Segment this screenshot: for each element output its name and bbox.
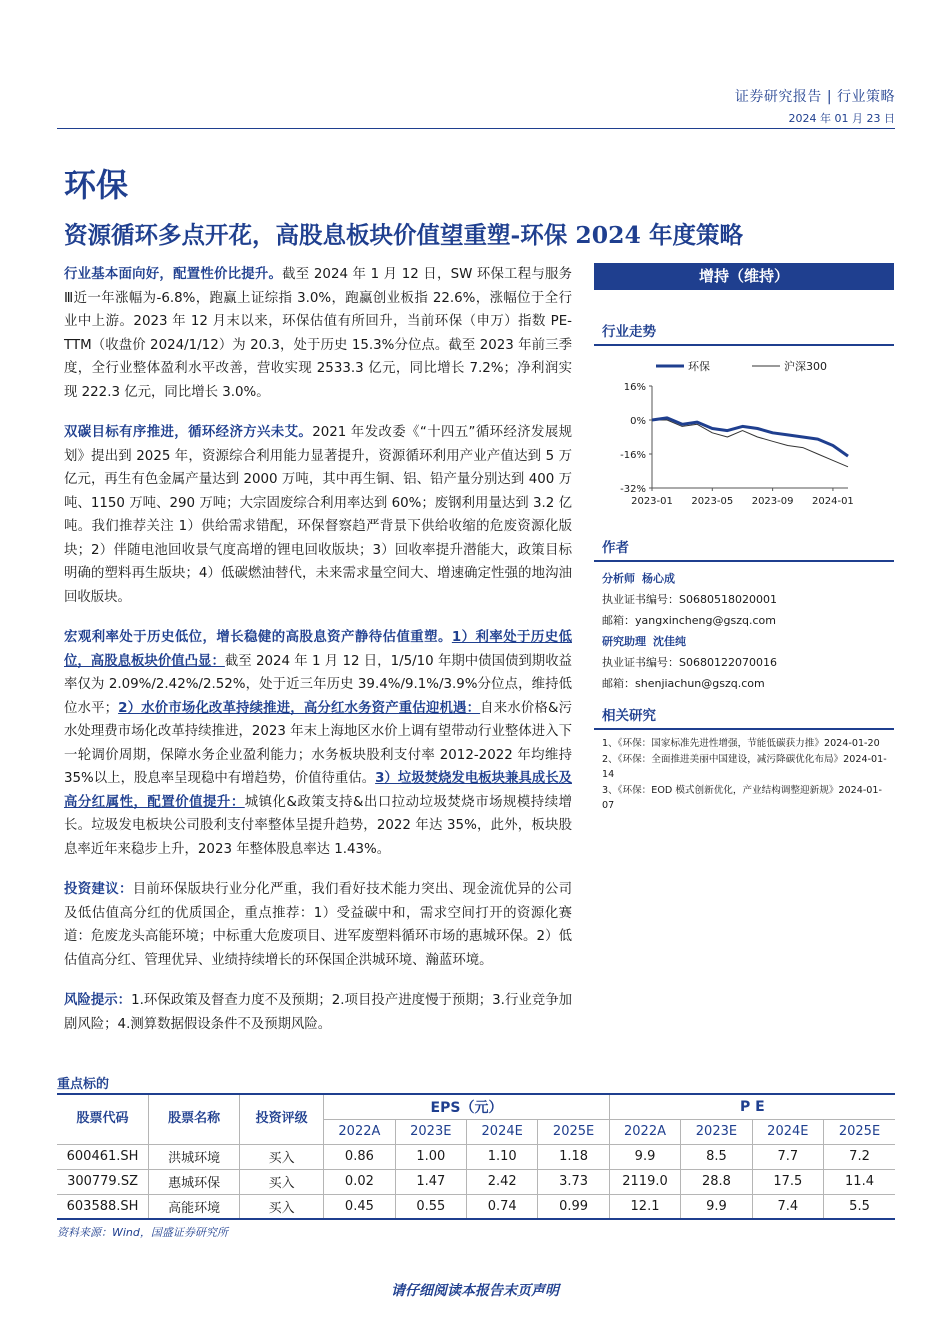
paragraph-lead: 投资建议： bbox=[64, 882, 133, 897]
trend-section-title: 行业走势 bbox=[594, 312, 894, 346]
paragraph-lead: 宏观利率处于历史低位，增长稳健的高股息资产静待估值重塑。 bbox=[64, 630, 452, 645]
paragraph-text: 目前环保版块行业分化严重，我们看好技术能力突出、现金流优异的公司及低估值高分红的优质国企，重点推荐：1）受益碳中和，需求空间打开的资源化赛道：危废龙头高能环境；中标重大危废项目、进军废塑料循环市场的惠城环保。2）低估值高分红、管理优异、业绩持续增长的环保国企洪城环境、瀚蓝环境。 bbox=[64, 882, 573, 968]
related-item[interactable]: 2、《环保：全面推进美丽中国建设，减污降碳优化布局》2024-01-14 bbox=[602, 754, 887, 780]
stock-name: 高能环境 bbox=[149, 1194, 240, 1219]
pe-value: 9.9 bbox=[609, 1144, 680, 1169]
header-divider bbox=[57, 128, 895, 129]
data-source: 资料来源：Wind，国盛证券研究所 bbox=[57, 1226, 228, 1239]
x-tick-label: 2023-09 bbox=[751, 496, 794, 507]
column-header-year: 2022A bbox=[324, 1119, 395, 1144]
chart-lines bbox=[652, 418, 848, 467]
analyst-role: 分析师 bbox=[602, 572, 635, 585]
column-header-rating: 投资评级 bbox=[240, 1094, 324, 1144]
summary-column bbox=[64, 263, 572, 1053]
eps-value: 0.86 bbox=[324, 1144, 395, 1169]
eps-value: 2.42 bbox=[467, 1169, 538, 1194]
column-group-eps: EPS（元） bbox=[324, 1094, 610, 1119]
assistant-email-row bbox=[602, 673, 894, 694]
x-tick-label: 2023-01 bbox=[631, 496, 673, 507]
assistant-row bbox=[602, 631, 894, 652]
y-tick-label: 0% bbox=[630, 416, 646, 427]
stock-name: 洪城环境 bbox=[149, 1144, 240, 1169]
legend-label-sector: 环保 bbox=[688, 360, 710, 373]
pe-value: 2119.0 bbox=[609, 1169, 680, 1194]
key-stocks-table bbox=[57, 1093, 895, 1220]
paragraph-lead: 行业基本面向好，配置性价比提升。 bbox=[64, 267, 283, 282]
eps-value: 1.10 bbox=[467, 1144, 538, 1169]
column-header-year: 2025E bbox=[538, 1119, 609, 1144]
paragraph-point-3: 3）垃圾焚烧发电板块兼具成长及高分红属性，配置价值提升： bbox=[64, 771, 572, 810]
related-section-title: 相关研究 bbox=[594, 696, 894, 730]
eps-value: 0.99 bbox=[538, 1194, 609, 1219]
table-row bbox=[57, 1144, 895, 1169]
stock-rating: 买入 bbox=[240, 1144, 324, 1169]
column-header-year: 2025E bbox=[824, 1119, 895, 1144]
stock-code: 300779.SZ bbox=[57, 1169, 149, 1194]
legend-label-index: 沪深300 bbox=[784, 360, 827, 373]
paragraph-high-dividend bbox=[64, 626, 572, 861]
analyst-cert-row bbox=[602, 589, 894, 610]
stock-name: 惠城环保 bbox=[149, 1169, 240, 1194]
assistant-cert-label: 执业证书编号： bbox=[602, 656, 679, 669]
column-header-year: 2024E bbox=[752, 1119, 823, 1144]
table-row bbox=[57, 1169, 895, 1194]
column-header-year: 2022A bbox=[609, 1119, 680, 1144]
eps-value: 1.00 bbox=[395, 1144, 466, 1169]
paragraph-text: 1.环保政策及督查力度不及预期；2.项目投产进度慢于预期；3.行业竞争加剧风险；4.测算数据假设条件不及预期风险。 bbox=[64, 993, 573, 1032]
paragraph-text: 城镇化&政策支持&出口拉动垃圾焚烧市场规模持续增长。垃圾发电板块公司股利支付率整体呈提升趋势，2022 年达 35%，此外，板块股息率近年来稳步上升，2023 年整体股息率达 1.43%。 bbox=[64, 794, 573, 857]
stock-code: 603588.SH bbox=[57, 1194, 149, 1219]
paragraph-fundamentals bbox=[64, 263, 572, 404]
eps-value: 0.74 bbox=[467, 1194, 538, 1219]
assistant-email[interactable]: shenjiachun@gszq.com bbox=[635, 677, 765, 690]
authors-section-title: 作者 bbox=[594, 528, 894, 562]
analyst-cert: S0680518020001 bbox=[679, 593, 777, 606]
eps-value: 0.02 bbox=[324, 1169, 395, 1194]
stock-rating: 买入 bbox=[240, 1169, 324, 1194]
y-tick-label: -16% bbox=[620, 450, 646, 461]
column-header-year: 2024E bbox=[467, 1119, 538, 1144]
series-line-sector bbox=[652, 418, 848, 456]
assistant-cert: S0680122070016 bbox=[679, 656, 777, 669]
footer-disclaimer: 请仔细阅读本报告末页声明 bbox=[391, 1283, 559, 1299]
pe-value: 5.5 bbox=[824, 1194, 895, 1219]
eps-value: 0.55 bbox=[395, 1194, 466, 1219]
sidebar bbox=[594, 263, 894, 814]
column-header-year: 2023E bbox=[681, 1119, 752, 1144]
pe-value: 9.9 bbox=[681, 1194, 752, 1219]
pe-value: 7.4 bbox=[752, 1194, 823, 1219]
analyst-name: 杨心成 bbox=[642, 572, 675, 585]
column-group-pe: P E bbox=[609, 1094, 895, 1119]
chart-axes bbox=[620, 382, 854, 507]
assistant-cert-row bbox=[602, 652, 894, 673]
paragraph-lead: 双碳目标有序推进，循环经济方兴未艾。 bbox=[64, 425, 313, 440]
analyst-cert-label: 执业证书编号： bbox=[602, 593, 679, 606]
rating-badge: 增持（维持） bbox=[594, 263, 894, 290]
paragraph-point-2: 2）水价市场化改革持续推进，高分红水务资产重估迎机遇： bbox=[118, 700, 481, 716]
report-title: 资源循环多点开花，高股息板块价值望重塑-环保 2024 年度策略 bbox=[64, 221, 744, 249]
paragraph-investment-advice bbox=[64, 878, 572, 972]
column-header-name: 股票名称 bbox=[149, 1094, 240, 1144]
trend-chart bbox=[594, 352, 894, 522]
assistant-email-label: 邮箱： bbox=[602, 677, 635, 690]
column-header-year: 2023E bbox=[395, 1119, 466, 1144]
stock-rating: 买入 bbox=[240, 1194, 324, 1219]
related-item[interactable]: 3、《环保：EOD 模式创新优化，产业结构调整迎新规》2024-01-07 bbox=[602, 785, 882, 811]
x-tick-label: 2024-01 bbox=[812, 496, 854, 507]
analyst-email[interactable]: yangxincheng@gszq.com bbox=[635, 614, 776, 627]
related-item[interactable]: 1、《环保：国家标准先进性增强，节能低碳获力推》2024-01-20 bbox=[602, 738, 880, 749]
x-tick-label: 2023-05 bbox=[691, 496, 734, 507]
assistant-role: 研究助理 bbox=[602, 635, 646, 648]
report-type: 证券研究报告 | 行业策略 bbox=[734, 89, 895, 105]
pe-value: 17.5 bbox=[752, 1169, 823, 1194]
paragraph-lead: 风险提示： bbox=[64, 993, 132, 1008]
related-list bbox=[594, 730, 894, 813]
eps-value: 1.47 bbox=[395, 1169, 466, 1194]
analyst-email-row bbox=[602, 610, 894, 631]
pe-value: 12.1 bbox=[609, 1194, 680, 1219]
analyst-email-label: 邮箱： bbox=[602, 614, 635, 627]
author-info bbox=[594, 568, 894, 694]
table-title: 重点标的 bbox=[57, 1077, 110, 1092]
paragraph-text: 2021 年发改委《“十四五”循环经济发展规划》提出到 2025 年，资源综合利用能力显著提升，资源循环利用产业产值达到 5 万亿元，再生有色金属产量达到 2000 万吨，其中再生铜、铝、铅产量分别达到 400 万吨、1150 万吨、290 万吨；大宗固废综合利用率达到 60%；废钢利用量达到 3.2 亿吨。我们推荐关注 1）供给需求错配，环保督察趋严背景下供给收缩的危废资源化版块；2）伴随电池回收景气度高增的锂电回收版块；3）回收率提升潜能大，政策目标明确的塑料再生版块；4）低碳燃油替代，未来需求量空间大、增速确定性强的地沟油回收版块。 bbox=[64, 425, 573, 605]
pe-value: 28.8 bbox=[681, 1169, 752, 1194]
y-tick-label: -32% bbox=[620, 484, 646, 495]
pe-value: 7.2 bbox=[824, 1144, 895, 1169]
stock-code: 600461.SH bbox=[57, 1144, 149, 1169]
pe-value: 11.4 bbox=[824, 1169, 895, 1194]
assistant-name: 沈佳纯 bbox=[653, 635, 686, 648]
pe-value: 7.7 bbox=[752, 1144, 823, 1169]
paragraph-point-1: 1）利率处于历史低位，高股息板块价值凸显： bbox=[64, 630, 572, 669]
sector-name: 环保 bbox=[64, 166, 129, 204]
paragraph-circular-economy bbox=[64, 421, 572, 609]
eps-value: 3.73 bbox=[538, 1169, 609, 1194]
y-tick-label: 16% bbox=[623, 382, 646, 393]
column-header-code: 股票代码 bbox=[57, 1094, 149, 1144]
eps-value: 1.18 bbox=[538, 1144, 609, 1169]
table-row bbox=[57, 1194, 895, 1219]
pe-value: 8.5 bbox=[681, 1144, 752, 1169]
chart-legend bbox=[656, 359, 827, 373]
report-date: 2024 年 01 月 23 日 bbox=[788, 112, 895, 125]
paragraph-text: 截至 2024 年 1 月 12 日，1/5/10 年期中债国债到期收益率仅为 2.09%/2.42%/2.52%，处于近三年历史 39.4%/9.1%/3.9%分位点，维持低位水平； bbox=[64, 653, 572, 716]
paragraph-risk bbox=[64, 989, 572, 1036]
paragraph-text: 自来水价格&污水处理费市场化改革持续推进，2023 年末上海地区水价上调有望带动行业整体进入下一轮调价周期，保障水务企业盈利能力；水务板块股利支付率 2012-2022 年均维持 35%以上，股息率呈现稳中有增趋势，价值待重估。 bbox=[64, 700, 572, 786]
eps-value: 0.45 bbox=[324, 1194, 395, 1219]
paragraph-text: 截至 2024 年 1 月 12 日，SW 环保工程与服务Ⅲ近一年涨幅为-6.8%，跑赢上证综指 3.0%，跑赢创业板指 22.6%，涨幅位于全行业中上游。2023 年 12 月末以来，环保估值有所回升，当前环保（申万）指数 PE-TTM（收盘价 2024/1/12）为 20.3，处于历史 15.3%分位点。截至 2023 年前三季度，全行业整体盈利水平改善，营收实现 2533.3 亿元，同比增长 7.2%；净利润实现 222.3 亿元，同比增长 3.0%。 bbox=[64, 267, 573, 400]
analyst-row bbox=[602, 568, 894, 589]
